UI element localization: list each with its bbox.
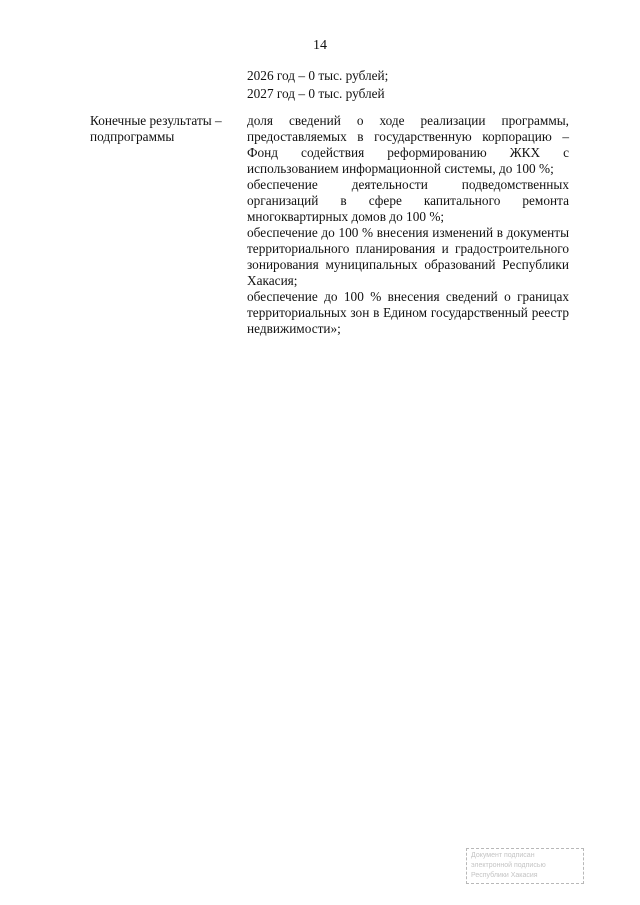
stamp-line: Документ подписан [471, 852, 535, 859]
funding-line-2026: 2026 год – 0 тыс. рублей; [247, 68, 389, 83]
results-list [247, 113, 569, 337]
results-item-planning-docs: обеспечение до 100 % внесения изменений в документы территориального планирования и градостроительного зонирования муниципальных образований Республики Хакасия; [247, 225, 569, 288]
results-label: Конечные результаты – подпрограммы [90, 113, 222, 144]
funding-line-2027: 2027 год – 0 тыс. рублей [247, 85, 385, 101]
results-item-subordinate-orgs: обеспечение деятельности подведомственных организаций в сфере капитального ремонта многоквартирных домов до 100 %; [247, 177, 569, 224]
stamp-line: электронной подписью [471, 862, 546, 869]
results-item-info-share: доля сведений о ходе реализации программы, предоставляемых в государственную корпорацию – Фонд содействия реформированию ЖКХ с использованием информационной системы, до 100 %; [247, 113, 569, 176]
funding-block [247, 67, 388, 102]
results-item-zone-boundaries: обеспечение до 100 % внесения сведений о границах территориальных зон в Едином государственный реестр недвижимости»; [247, 289, 569, 336]
page-number: 14 [313, 38, 327, 53]
electronic-signature-stamp [466, 848, 584, 884]
stamp-line: Республики Хакасия [471, 872, 538, 879]
